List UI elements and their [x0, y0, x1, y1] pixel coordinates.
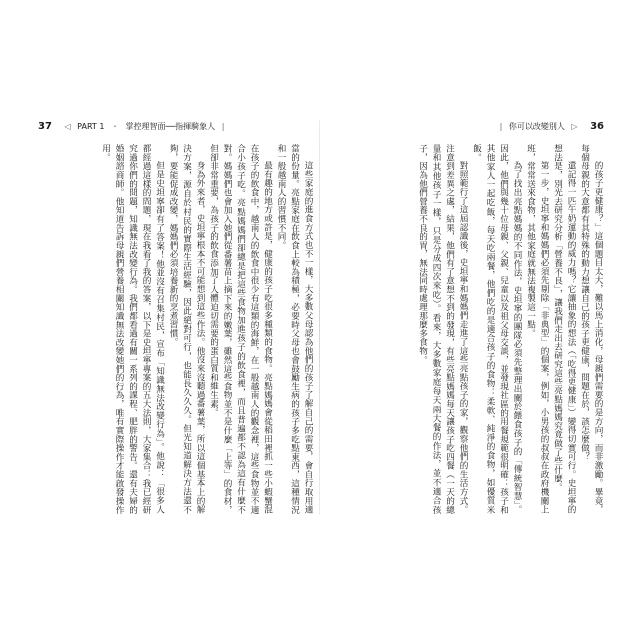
paragraph: 身為外來者，史坦寧根本不可能想到這些作法。他沒來沒聽過番薯葉，所以這個基本上的解決方案，源自於村民的實際生活經驗，因此絕對可行，也能長久久久。但光知道解決方法還不夠，要能促成改變，媽媽們必須培養新的烹煮習慣。	[168, 144, 205, 514]
header-separator-icon: ◁	[64, 122, 71, 131]
book-title: 你可以改變別人	[508, 122, 565, 131]
left-page	[30, 120, 320, 520]
paragraph: 但是史坦寧卻有了答案！他並沒有召集村民，宣布「知識無法改變行為」。他說：「很多人都經過這樣的問題，現在我看了我的答案，以下是史坦寧專案的五大法則，大家集合：我已經研究過你們的問題，知識無法改變行為。我們都看過有關一系列的課程、肥胖的警告。還有夫婦的婚姻諮商師。他知道告訴母親們營養相關知識無法改變她們的行為，唯有實際操作才能啟發操作用。	[100, 144, 165, 514]
right-page	[320, 120, 612, 520]
paragraph: 還記得一匹午奶運動的威力嗎？它讓抽象的想法（「吃得更健康」）變得切實可行。史坦寧的想法是，別光去研究分析「營養不良」，讓我們走出去研究這些亮點媽媽究竟做了些什麼。	[552, 144, 576, 514]
paragraph: 第一步，史坦寧和媽媽們必須先剔除「非典型」的個案，例如，小男孩的叔叔在政府機關上班，常常送來食物，其他家庭就無法複製這一點。	[525, 144, 549, 514]
right-page-number: 36	[590, 121, 604, 132]
right-page-header	[496, 120, 610, 134]
left-page-body	[36, 144, 314, 514]
right-page-body	[328, 144, 604, 514]
paragraph: 最有趣的地方或許是，健康的孩子吃很多種類的食物。亮點媽媽會從稻田裡抓一些小蝦蟹混在孩子的飲食中，越南人的飲食中很少有這類的海鮮，在一般越南人的觀念裡，這些食物並不適合小孩子吃。亮點媽媽們卻總是把這些食物加進孩子的飲食裡，而且普遍都不認為這有什麼不對。媽媽們也會加入她們從番薯苗上摘下來的嫩葉，雖然這些食物並不是什麼「上等」的食材，但卻非常重要，為孩子的飲食添加了人體迫切需要的蛋白質和維生素。	[208, 144, 273, 514]
paragraph: 的孩子更健康？」這個題目太大，難以馬上消化，母親們需要的是方向，而非激勵。畢竟，每個母親的大意都有其特殊的動力想讓自己的孩子更健康，問題在於，該怎麼做？	[579, 144, 603, 514]
header-bar-icon: |	[221, 122, 225, 131]
chapter-title: 掌控理智面──指揮騎象人	[125, 122, 216, 131]
header-separator-icon: ▷	[571, 122, 578, 131]
left-page-header	[32, 120, 228, 134]
paragraph: 這些家庭的進食方式也不一樣，大多數父母認為他們的孩子了解自己的需要，會自行取用適當的份量。亮點家庭在飲食上較為積極，必要時父母也會鼓勵生病的孩子多吃點東西，這種情況和一般越南人的習慣不同。	[276, 144, 313, 514]
part-label: PART 1	[77, 122, 105, 131]
paragraph: 為了找出亮點媽媽的不同作法，史坦寧的團隊必須先整理出關於餵食孩子的「傳統智慧」。因此，他們與幾十位母親、父親、兒童以及祖父母交談，並發現社區的用餐規範很明確：孩子和其他家人一起吃飯，每天吃兩餐，他們吃的是適合孩子的食物：柔軟、純淨的食物，如優質米飯。	[471, 144, 522, 514]
left-page-number: 37	[38, 121, 52, 132]
header-dot-icon: ・	[111, 122, 119, 131]
paragraph: 對照範行了這屆認識後，史坦寧和媽媽們走進了這些亮點孩子的家，觀察他們的生活方式。注意到差異之處，結果，他們有了意想不到的發現，有些亮點媽媽每天讓孩子吃四餐（一天的總量和其他孩子一樣，只是分成四次來吃）。看來，大多數家庭每天兩大餐的作法，並不適合孩子，因為他們營養不良的胃，無法同時處理那麼多食物。	[417, 144, 468, 514]
header-bar-icon: |	[499, 122, 503, 131]
